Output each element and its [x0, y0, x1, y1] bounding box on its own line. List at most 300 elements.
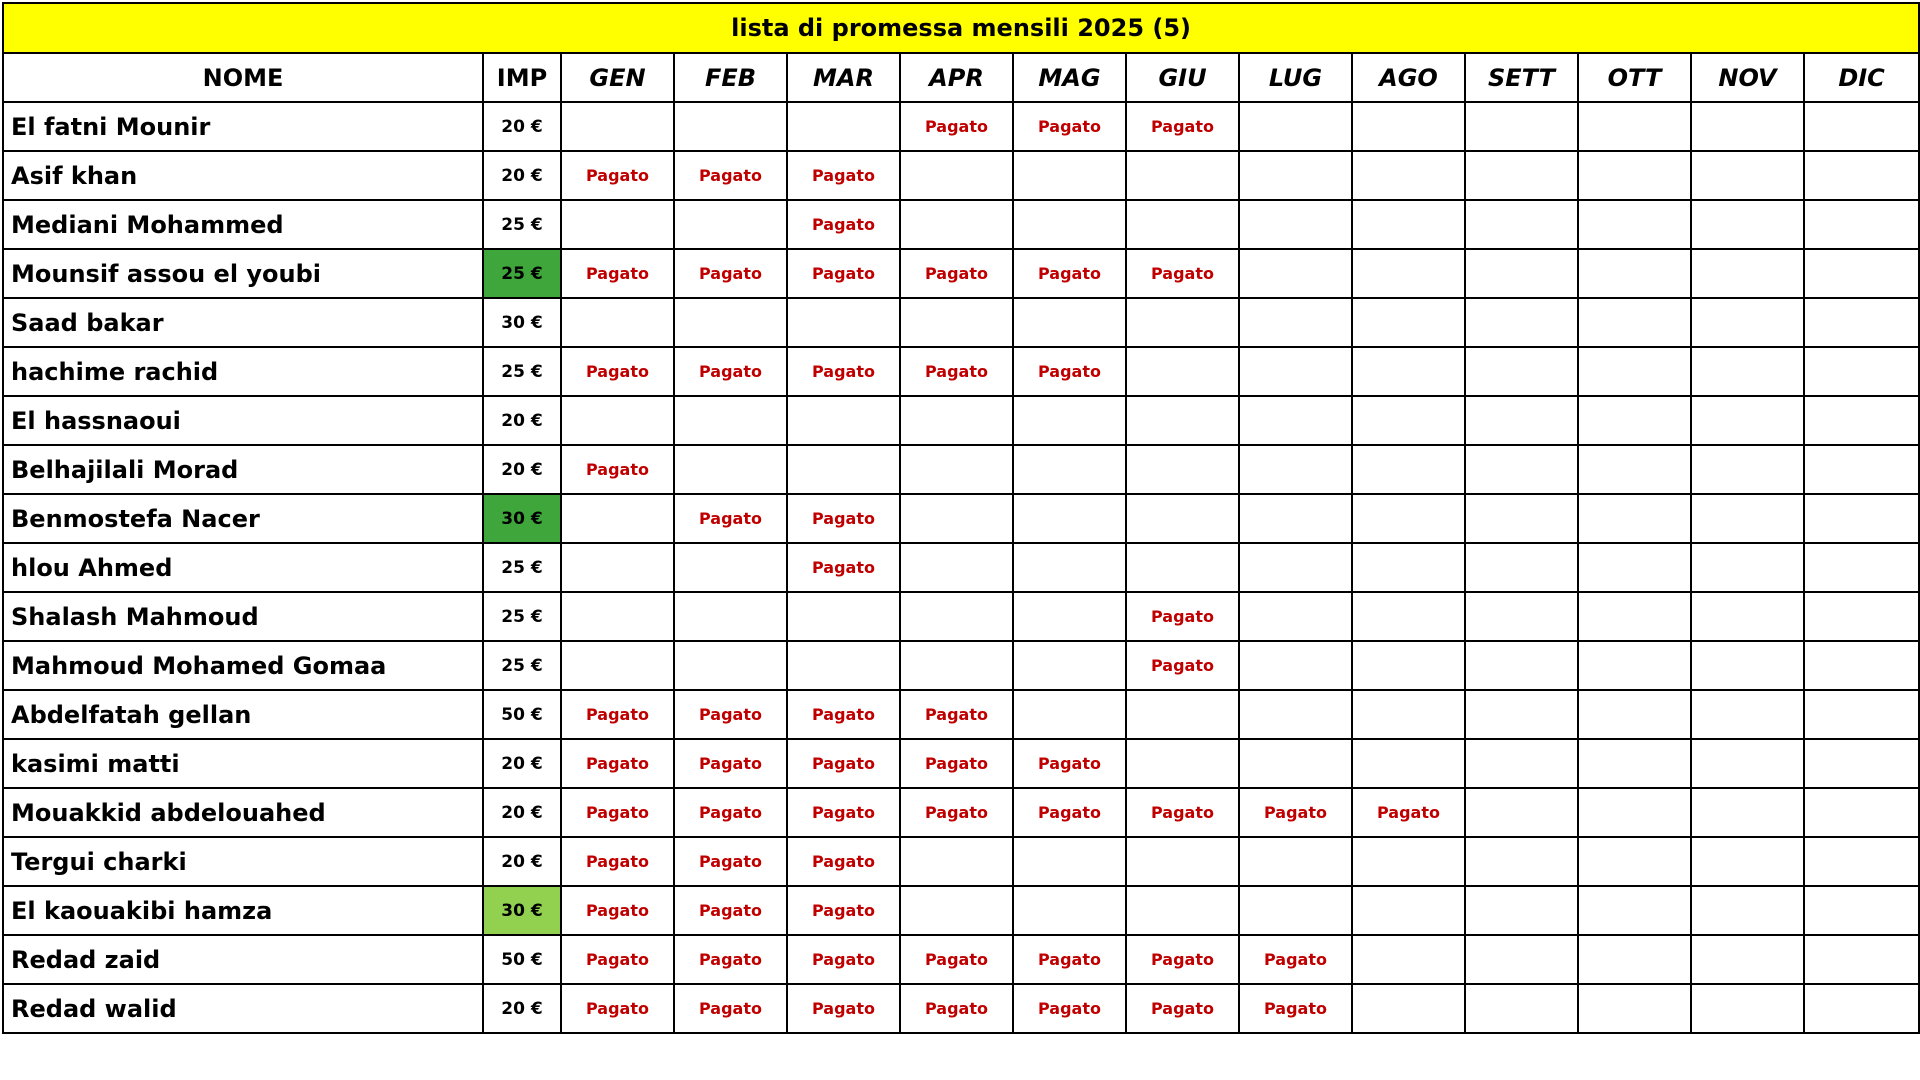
- column-header-sett[interactable]: SETT: [1465, 53, 1578, 102]
- month-cell-giu[interactable]: Pagato: [1126, 592, 1239, 641]
- name-cell[interactable]: Shalash Mahmoud: [3, 592, 483, 641]
- month-cell-ago[interactable]: [1352, 396, 1465, 445]
- month-cell-gen[interactable]: Pagato: [561, 886, 674, 935]
- month-cell-feb[interactable]: [674, 592, 787, 641]
- month-cell-ago[interactable]: [1352, 494, 1465, 543]
- month-cell-sett[interactable]: [1465, 641, 1578, 690]
- month-cell-ago[interactable]: [1352, 102, 1465, 151]
- table-row: [3, 984, 1919, 1033]
- month-cell-mar[interactable]: [787, 396, 900, 445]
- month-cell-ott[interactable]: [1578, 592, 1691, 641]
- month-cell-ago[interactable]: [1352, 886, 1465, 935]
- month-cell-mar[interactable]: Pagato: [787, 886, 900, 935]
- amount-cell[interactable]: 50 €: [483, 935, 561, 984]
- month-cell-nov[interactable]: [1691, 690, 1804, 739]
- month-cell-gen[interactable]: [561, 592, 674, 641]
- month-cell-lug[interactable]: Pagato: [1239, 788, 1352, 837]
- sheet-title[interactable]: lista di promessa mensili 2025 (5): [3, 3, 1919, 53]
- month-cell-gen[interactable]: Pagato: [561, 690, 674, 739]
- month-cell-sett[interactable]: [1465, 151, 1578, 200]
- month-cell-feb[interactable]: [674, 200, 787, 249]
- month-cell-apr[interactable]: Pagato: [900, 788, 1013, 837]
- month-cell-feb[interactable]: [674, 102, 787, 151]
- month-cell-giu[interactable]: [1126, 396, 1239, 445]
- amount-cell[interactable]: 25 €: [483, 249, 561, 298]
- amount-cell[interactable]: 25 €: [483, 347, 561, 396]
- name-cell[interactable]: Saad bakar: [3, 298, 483, 347]
- amount-cell[interactable]: 30 €: [483, 298, 561, 347]
- month-cell-mar[interactable]: [787, 298, 900, 347]
- month-cell-lug[interactable]: [1239, 690, 1352, 739]
- name-cell[interactable]: Asif khan: [3, 151, 483, 200]
- month-cell-dic[interactable]: [1804, 935, 1919, 984]
- month-cell-ott[interactable]: [1578, 494, 1691, 543]
- month-cell-dic[interactable]: [1804, 886, 1919, 935]
- month-cell-nov[interactable]: [1691, 788, 1804, 837]
- month-cell-nov[interactable]: [1691, 102, 1804, 151]
- header-row: [3, 53, 1919, 102]
- month-cell-feb[interactable]: [674, 543, 787, 592]
- month-cell-gen[interactable]: Pagato: [561, 739, 674, 788]
- month-cell-sett[interactable]: [1465, 837, 1578, 886]
- table-body: [3, 102, 1919, 1033]
- name-cell[interactable]: Tergui charki: [3, 837, 483, 886]
- month-cell-mar[interactable]: [787, 445, 900, 494]
- month-cell-apr[interactable]: [900, 298, 1013, 347]
- month-cell-apr[interactable]: Pagato: [900, 984, 1013, 1033]
- month-cell-giu[interactable]: [1126, 543, 1239, 592]
- amount-cell[interactable]: 20 €: [483, 984, 561, 1033]
- name-cell[interactable]: Redad walid: [3, 984, 483, 1033]
- month-cell-gen[interactable]: Pagato: [561, 347, 674, 396]
- month-cell-mag[interactable]: Pagato: [1013, 788, 1126, 837]
- month-cell-sett[interactable]: [1465, 298, 1578, 347]
- column-header-gen[interactable]: GEN: [561, 53, 674, 102]
- month-cell-mag[interactable]: Pagato: [1013, 984, 1126, 1033]
- month-cell-feb[interactable]: Pagato: [674, 249, 787, 298]
- month-cell-gen[interactable]: Pagato: [561, 249, 674, 298]
- column-header-mag[interactable]: MAG: [1013, 53, 1126, 102]
- month-cell-mag[interactable]: [1013, 200, 1126, 249]
- month-cell-ott[interactable]: [1578, 788, 1691, 837]
- column-header-ago[interactable]: AGO: [1352, 53, 1465, 102]
- month-cell-sett[interactable]: [1465, 886, 1578, 935]
- column-header-ott[interactable]: OTT: [1578, 53, 1691, 102]
- amount-cell[interactable]: 30 €: [483, 494, 561, 543]
- month-cell-lug[interactable]: [1239, 592, 1352, 641]
- month-cell-lug[interactable]: [1239, 641, 1352, 690]
- month-cell-ott[interactable]: [1578, 347, 1691, 396]
- month-cell-mag[interactable]: [1013, 543, 1126, 592]
- month-cell-giu[interactable]: [1126, 445, 1239, 494]
- month-cell-ott[interactable]: [1578, 445, 1691, 494]
- month-cell-gen[interactable]: [561, 494, 674, 543]
- month-cell-giu[interactable]: [1126, 739, 1239, 788]
- month-cell-ago[interactable]: [1352, 151, 1465, 200]
- month-cell-mag[interactable]: Pagato: [1013, 935, 1126, 984]
- month-cell-dic[interactable]: [1804, 298, 1919, 347]
- month-cell-lug[interactable]: [1239, 151, 1352, 200]
- amount-cell[interactable]: 20 €: [483, 102, 561, 151]
- amount-cell[interactable]: 25 €: [483, 543, 561, 592]
- month-cell-apr[interactable]: Pagato: [900, 690, 1013, 739]
- month-cell-feb[interactable]: Pagato: [674, 690, 787, 739]
- month-cell-nov[interactable]: [1691, 592, 1804, 641]
- month-cell-ott[interactable]: [1578, 396, 1691, 445]
- amount-cell[interactable]: 20 €: [483, 837, 561, 886]
- month-cell-lug[interactable]: [1239, 445, 1352, 494]
- month-cell-ott[interactable]: [1578, 249, 1691, 298]
- month-cell-mar[interactable]: Pagato: [787, 788, 900, 837]
- month-cell-lug[interactable]: [1239, 494, 1352, 543]
- month-cell-ago[interactable]: [1352, 690, 1465, 739]
- month-cell-gen[interactable]: Pagato: [561, 788, 674, 837]
- month-cell-gen[interactable]: [561, 543, 674, 592]
- month-cell-sett[interactable]: [1465, 690, 1578, 739]
- month-cell-dic[interactable]: [1804, 837, 1919, 886]
- month-cell-gen[interactable]: [561, 396, 674, 445]
- month-cell-nov[interactable]: [1691, 347, 1804, 396]
- month-cell-giu[interactable]: [1126, 347, 1239, 396]
- month-cell-giu[interactable]: [1126, 690, 1239, 739]
- name-cell[interactable]: Belhajilali Morad: [3, 445, 483, 494]
- month-cell-ott[interactable]: [1578, 200, 1691, 249]
- month-cell-ott[interactable]: [1578, 984, 1691, 1033]
- month-cell-nov[interactable]: [1691, 494, 1804, 543]
- month-cell-sett[interactable]: [1465, 592, 1578, 641]
- month-cell-dic[interactable]: [1804, 788, 1919, 837]
- month-cell-sett[interactable]: [1465, 935, 1578, 984]
- month-cell-ago[interactable]: [1352, 347, 1465, 396]
- month-cell-mag[interactable]: Pagato: [1013, 739, 1126, 788]
- month-cell-mag[interactable]: [1013, 151, 1126, 200]
- month-cell-dic[interactable]: [1804, 396, 1919, 445]
- column-header-giu[interactable]: GIU: [1126, 53, 1239, 102]
- month-cell-ago[interactable]: [1352, 592, 1465, 641]
- month-cell-feb[interactable]: [674, 445, 787, 494]
- month-cell-sett[interactable]: [1465, 396, 1578, 445]
- month-cell-giu[interactable]: Pagato: [1126, 641, 1239, 690]
- month-cell-feb[interactable]: Pagato: [674, 935, 787, 984]
- month-cell-ott[interactable]: [1578, 886, 1691, 935]
- month-cell-giu[interactable]: [1126, 494, 1239, 543]
- name-cell[interactable]: Mediani Mohammed: [3, 200, 483, 249]
- month-cell-giu[interactable]: [1126, 886, 1239, 935]
- month-cell-dic[interactable]: [1804, 494, 1919, 543]
- month-cell-ott[interactable]: [1578, 837, 1691, 886]
- month-cell-mar[interactable]: [787, 592, 900, 641]
- table-row: [3, 641, 1919, 690]
- name-cell[interactable]: hachime rachid: [3, 347, 483, 396]
- month-cell-giu[interactable]: Pagato: [1126, 102, 1239, 151]
- column-header-nov[interactable]: NOV: [1691, 53, 1804, 102]
- month-cell-lug[interactable]: Pagato: [1239, 984, 1352, 1033]
- month-cell-ago[interactable]: [1352, 935, 1465, 984]
- name-cell[interactable]: El hassnaoui: [3, 396, 483, 445]
- month-cell-ott[interactable]: [1578, 739, 1691, 788]
- month-cell-mar[interactable]: Pagato: [787, 543, 900, 592]
- month-cell-dic[interactable]: [1804, 543, 1919, 592]
- month-cell-sett[interactable]: [1465, 200, 1578, 249]
- amount-cell[interactable]: 20 €: [483, 739, 561, 788]
- month-cell-feb[interactable]: Pagato: [674, 886, 787, 935]
- month-cell-apr[interactable]: [900, 641, 1013, 690]
- table-row: [3, 543, 1919, 592]
- month-cell-mag[interactable]: [1013, 837, 1126, 886]
- month-cell-apr[interactable]: [900, 396, 1013, 445]
- month-cell-mar[interactable]: Pagato: [787, 249, 900, 298]
- amount-cell[interactable]: 20 €: [483, 151, 561, 200]
- month-cell-sett[interactable]: [1465, 788, 1578, 837]
- month-cell-dic[interactable]: [1804, 592, 1919, 641]
- month-cell-mag[interactable]: [1013, 298, 1126, 347]
- month-cell-nov[interactable]: [1691, 249, 1804, 298]
- month-cell-ott[interactable]: [1578, 641, 1691, 690]
- month-cell-nov[interactable]: [1691, 445, 1804, 494]
- month-cell-ott[interactable]: [1578, 102, 1691, 151]
- amount-cell[interactable]: 20 €: [483, 396, 561, 445]
- amount-cell[interactable]: 25 €: [483, 641, 561, 690]
- month-cell-apr[interactable]: [900, 494, 1013, 543]
- month-cell-gen[interactable]: [561, 641, 674, 690]
- month-cell-ott[interactable]: [1578, 690, 1691, 739]
- month-cell-ago[interactable]: Pagato: [1352, 788, 1465, 837]
- month-cell-mag[interactable]: [1013, 886, 1126, 935]
- month-cell-ott[interactable]: [1578, 935, 1691, 984]
- month-cell-mar[interactable]: Pagato: [787, 837, 900, 886]
- month-cell-mag[interactable]: [1013, 396, 1126, 445]
- column-header-feb[interactable]: FEB: [674, 53, 787, 102]
- month-cell-nov[interactable]: [1691, 886, 1804, 935]
- month-cell-ago[interactable]: [1352, 837, 1465, 886]
- amount-cell[interactable]: 25 €: [483, 592, 561, 641]
- month-cell-sett[interactable]: [1465, 984, 1578, 1033]
- month-cell-lug[interactable]: [1239, 249, 1352, 298]
- month-cell-apr[interactable]: [900, 151, 1013, 200]
- table-row: [3, 396, 1919, 445]
- column-header-dic[interactable]: DIC: [1804, 53, 1919, 102]
- month-cell-feb[interactable]: [674, 298, 787, 347]
- month-cell-feb[interactable]: Pagato: [674, 788, 787, 837]
- amount-cell[interactable]: 25 €: [483, 200, 561, 249]
- table-row: [3, 347, 1919, 396]
- month-cell-mag[interactable]: [1013, 641, 1126, 690]
- table-row: [3, 837, 1919, 886]
- month-cell-dic[interactable]: [1804, 249, 1919, 298]
- month-cell-nov[interactable]: [1691, 935, 1804, 984]
- month-cell-ago[interactable]: [1352, 200, 1465, 249]
- month-cell-ago[interactable]: [1352, 641, 1465, 690]
- month-cell-apr[interactable]: Pagato: [900, 935, 1013, 984]
- month-cell-giu[interactable]: [1126, 298, 1239, 347]
- month-cell-ott[interactable]: [1578, 543, 1691, 592]
- month-cell-feb[interactable]: [674, 641, 787, 690]
- month-cell-nov[interactable]: [1691, 200, 1804, 249]
- table-row: [3, 298, 1919, 347]
- month-cell-gen[interactable]: Pagato: [561, 984, 674, 1033]
- column-header-lug[interactable]: LUG: [1239, 53, 1352, 102]
- month-cell-sett[interactable]: [1465, 543, 1578, 592]
- month-cell-mar[interactable]: Pagato: [787, 200, 900, 249]
- name-cell[interactable]: Mouakkid abdelouahed: [3, 788, 483, 837]
- name-cell[interactable]: Mahmoud Mohamed Gomaa: [3, 641, 483, 690]
- month-cell-mag[interactable]: Pagato: [1013, 249, 1126, 298]
- month-cell-mar[interactable]: Pagato: [787, 739, 900, 788]
- table-row: [3, 151, 1919, 200]
- name-cell[interactable]: Abdelfatah gellan: [3, 690, 483, 739]
- table-row: [3, 886, 1919, 935]
- month-cell-dic[interactable]: [1804, 690, 1919, 739]
- month-cell-apr[interactable]: [900, 200, 1013, 249]
- amount-cell[interactable]: 50 €: [483, 690, 561, 739]
- month-cell-ott[interactable]: [1578, 151, 1691, 200]
- name-cell[interactable]: kasimi matti: [3, 739, 483, 788]
- month-cell-feb[interactable]: [674, 396, 787, 445]
- month-cell-dic[interactable]: [1804, 347, 1919, 396]
- table-row: [3, 445, 1919, 494]
- month-cell-mag[interactable]: [1013, 690, 1126, 739]
- month-cell-apr[interactable]: Pagato: [900, 347, 1013, 396]
- month-cell-gen[interactable]: Pagato: [561, 151, 674, 200]
- month-cell-dic[interactable]: [1804, 445, 1919, 494]
- month-cell-giu[interactable]: Pagato: [1126, 984, 1239, 1033]
- name-cell[interactable]: hlou Ahmed: [3, 543, 483, 592]
- month-cell-apr[interactable]: [900, 445, 1013, 494]
- month-cell-dic[interactable]: [1804, 739, 1919, 788]
- month-cell-mag[interactable]: Pagato: [1013, 347, 1126, 396]
- month-cell-mar[interactable]: Pagato: [787, 494, 900, 543]
- payments-table: [2, 2, 1920, 1034]
- month-cell-apr[interactable]: Pagato: [900, 249, 1013, 298]
- month-cell-dic[interactable]: [1804, 151, 1919, 200]
- column-header-imp[interactable]: IMP: [483, 53, 561, 102]
- column-header-name[interactable]: NOME: [3, 53, 483, 102]
- month-cell-lug[interactable]: [1239, 396, 1352, 445]
- month-cell-mar[interactable]: Pagato: [787, 690, 900, 739]
- month-cell-mar[interactable]: Pagato: [787, 151, 900, 200]
- month-cell-lug[interactable]: [1239, 886, 1352, 935]
- month-cell-lug[interactable]: [1239, 739, 1352, 788]
- month-cell-giu[interactable]: Pagato: [1126, 249, 1239, 298]
- table-row: [3, 494, 1919, 543]
- month-cell-ago[interactable]: [1352, 739, 1465, 788]
- month-cell-lug[interactable]: [1239, 298, 1352, 347]
- month-cell-giu[interactable]: Pagato: [1126, 935, 1239, 984]
- month-cell-nov[interactable]: [1691, 984, 1804, 1033]
- month-cell-feb[interactable]: Pagato: [674, 151, 787, 200]
- month-cell-sett[interactable]: [1465, 739, 1578, 788]
- month-cell-nov[interactable]: [1691, 739, 1804, 788]
- table-row: [3, 592, 1919, 641]
- month-cell-ago[interactable]: [1352, 298, 1465, 347]
- month-cell-lug[interactable]: Pagato: [1239, 935, 1352, 984]
- month-cell-mag[interactable]: [1013, 445, 1126, 494]
- month-cell-giu[interactable]: [1126, 837, 1239, 886]
- month-cell-giu[interactable]: [1126, 200, 1239, 249]
- month-cell-lug[interactable]: [1239, 543, 1352, 592]
- month-cell-apr[interactable]: Pagato: [900, 739, 1013, 788]
- month-cell-apr[interactable]: [900, 837, 1013, 886]
- month-cell-feb[interactable]: Pagato: [674, 494, 787, 543]
- name-cell[interactable]: El fatni Mounir: [3, 102, 483, 151]
- month-cell-nov[interactable]: [1691, 151, 1804, 200]
- table-row: [3, 102, 1919, 151]
- month-cell-dic[interactable]: [1804, 102, 1919, 151]
- month-cell-ott[interactable]: [1578, 298, 1691, 347]
- table-row: [3, 935, 1919, 984]
- month-cell-sett[interactable]: [1465, 249, 1578, 298]
- month-cell-mag[interactable]: [1013, 592, 1126, 641]
- month-cell-ago[interactable]: [1352, 445, 1465, 494]
- name-cell[interactable]: Benmostefa Nacer: [3, 494, 483, 543]
- month-cell-ago[interactable]: [1352, 984, 1465, 1033]
- month-cell-feb[interactable]: Pagato: [674, 347, 787, 396]
- month-cell-lug[interactable]: [1239, 837, 1352, 886]
- month-cell-ago[interactable]: [1352, 249, 1465, 298]
- name-cell[interactable]: Mounsif assou el youbi: [3, 249, 483, 298]
- month-cell-nov[interactable]: [1691, 396, 1804, 445]
- month-cell-sett[interactable]: [1465, 494, 1578, 543]
- month-cell-ago[interactable]: [1352, 543, 1465, 592]
- month-cell-gen[interactable]: [561, 200, 674, 249]
- month-cell-dic[interactable]: [1804, 200, 1919, 249]
- month-cell-mar[interactable]: [787, 641, 900, 690]
- amount-cell[interactable]: 30 €: [483, 886, 561, 935]
- month-cell-nov[interactable]: [1691, 837, 1804, 886]
- month-cell-mar[interactable]: Pagato: [787, 984, 900, 1033]
- month-cell-apr[interactable]: Pagato: [900, 102, 1013, 151]
- month-cell-feb[interactable]: Pagato: [674, 739, 787, 788]
- column-header-mar[interactable]: MAR: [787, 53, 900, 102]
- month-cell-apr[interactable]: [900, 543, 1013, 592]
- month-cell-gen[interactable]: Pagato: [561, 445, 674, 494]
- amount-cell[interactable]: 20 €: [483, 788, 561, 837]
- month-cell-mag[interactable]: Pagato: [1013, 102, 1126, 151]
- month-cell-feb[interactable]: Pagato: [674, 984, 787, 1033]
- name-cell[interactable]: El kaouakibi hamza: [3, 886, 483, 935]
- month-cell-apr[interactable]: [900, 592, 1013, 641]
- month-cell-gen[interactable]: Pagato: [561, 935, 674, 984]
- month-cell-gen[interactable]: Pagato: [561, 837, 674, 886]
- month-cell-gen[interactable]: [561, 102, 674, 151]
- month-cell-nov[interactable]: [1691, 641, 1804, 690]
- month-cell-lug[interactable]: [1239, 102, 1352, 151]
- month-cell-giu[interactable]: Pagato: [1126, 788, 1239, 837]
- month-cell-sett[interactable]: [1465, 347, 1578, 396]
- table-row: [3, 788, 1919, 837]
- month-cell-mag[interactable]: [1013, 494, 1126, 543]
- column-header-apr[interactable]: APR: [900, 53, 1013, 102]
- month-cell-sett[interactable]: [1465, 445, 1578, 494]
- month-cell-mar[interactable]: Pagato: [787, 935, 900, 984]
- month-cell-gen[interactable]: [561, 298, 674, 347]
- month-cell-lug[interactable]: [1239, 347, 1352, 396]
- name-cell[interactable]: Redad zaid: [3, 935, 483, 984]
- table-row: [3, 200, 1919, 249]
- amount-cell[interactable]: 20 €: [483, 445, 561, 494]
- month-cell-apr[interactable]: [900, 886, 1013, 935]
- month-cell-lug[interactable]: [1239, 200, 1352, 249]
- month-cell-dic[interactable]: [1804, 984, 1919, 1033]
- month-cell-mar[interactable]: Pagato: [787, 347, 900, 396]
- month-cell-nov[interactable]: [1691, 298, 1804, 347]
- month-cell-sett[interactable]: [1465, 102, 1578, 151]
- month-cell-nov[interactable]: [1691, 543, 1804, 592]
- month-cell-dic[interactable]: [1804, 641, 1919, 690]
- month-cell-feb[interactable]: Pagato: [674, 837, 787, 886]
- month-cell-mar[interactable]: [787, 102, 900, 151]
- month-cell-giu[interactable]: [1126, 151, 1239, 200]
